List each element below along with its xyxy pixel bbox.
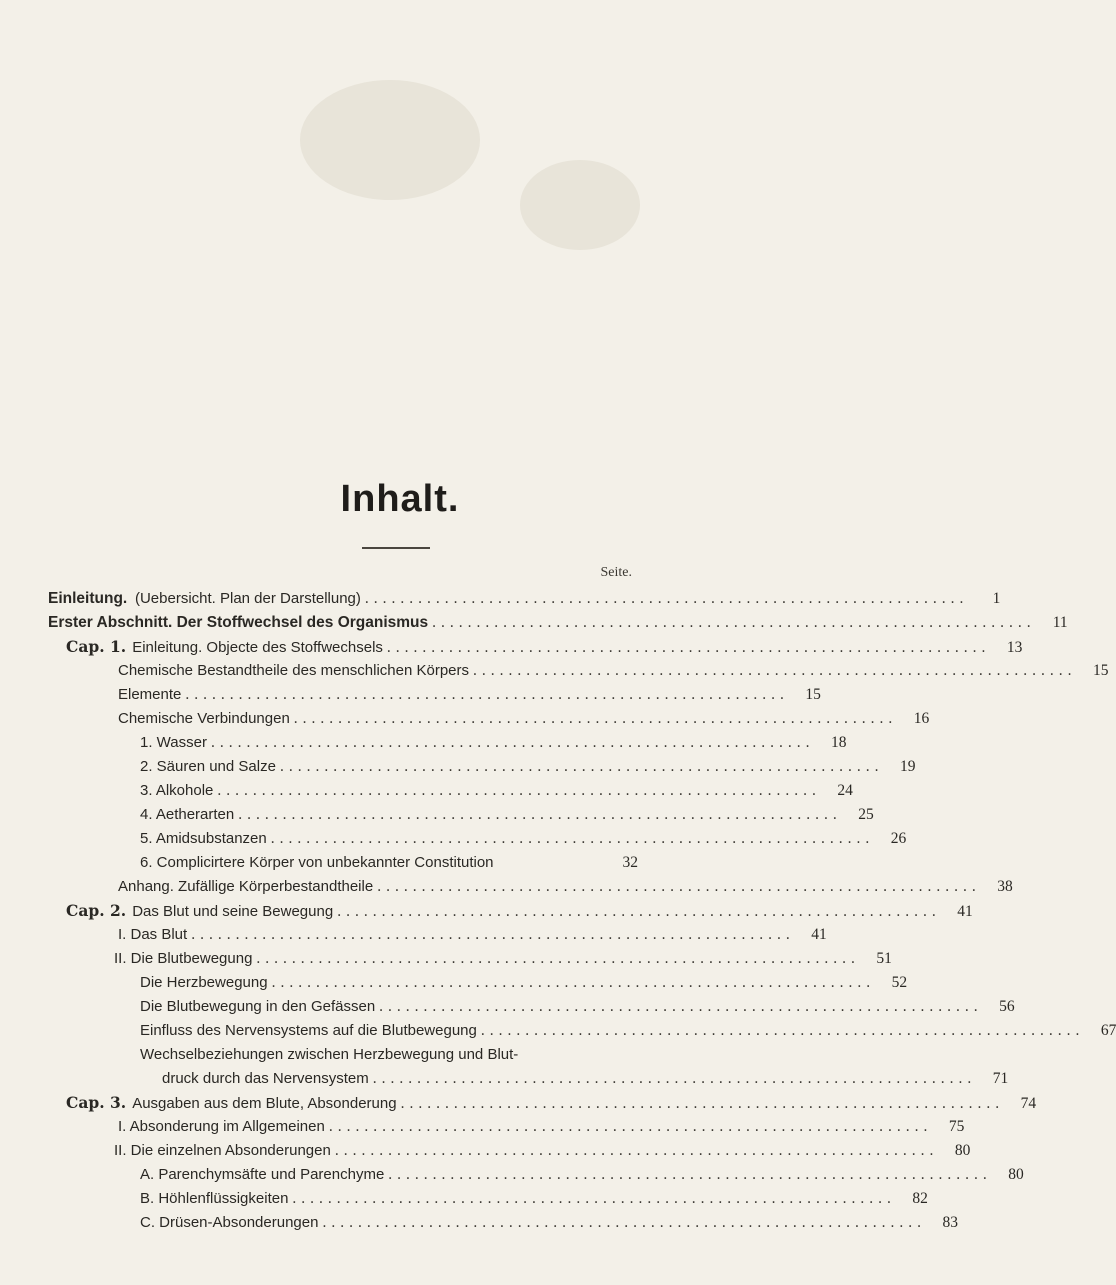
- leader-dots: ....................................................................: [217, 782, 821, 799]
- entry-text: Elemente: [118, 686, 182, 703]
- page-number: 80: [1008, 1166, 1024, 1183]
- page-number: 71: [992, 1070, 1009, 1087]
- page-number: 56: [999, 998, 1015, 1015]
- toc-entry: [140, 803, 874, 827]
- page-number: 83: [942, 1214, 958, 1231]
- leader-dots: ....................................................................: [379, 998, 983, 1015]
- toc-entry-einleitung: [48, 587, 1001, 611]
- toc-entry: [140, 995, 1015, 1019]
- page-number: 82: [912, 1190, 928, 1207]
- entry-text: Einfluss des Nervensystems auf die Blutbewegung: [140, 1022, 477, 1039]
- page-number: 67: [1100, 1022, 1116, 1039]
- entry-text: Chemische Verbindungen: [118, 710, 290, 727]
- entry-text: 2. Säuren und Salze: [140, 758, 276, 775]
- toc-entry: [114, 947, 892, 971]
- toc-entry: [140, 1211, 958, 1235]
- paper-stain: [300, 80, 480, 200]
- toc-entry: [118, 1115, 965, 1139]
- page-number: 26: [890, 830, 907, 847]
- leader-dots: ....................................................................: [279, 758, 884, 775]
- entry-text: II. Die einzelnen Absonderungen: [114, 1142, 331, 1159]
- entry-text: A. Parenchymsäfte und Parenchyme: [140, 1166, 385, 1183]
- leader-dots: ....................................................................: [185, 686, 789, 703]
- toc-entry: [140, 1163, 1024, 1187]
- leader-dots: ....................................................................: [432, 614, 1036, 631]
- entry-text: druck durch das Nervensystem: [162, 1070, 369, 1087]
- toc-entry: [118, 683, 821, 707]
- page-number: 24: [837, 782, 853, 799]
- leader-dots: ....................................................................: [271, 974, 876, 991]
- page-number: 19: [899, 758, 916, 775]
- page-number: 15: [805, 686, 821, 703]
- toc-entry: [162, 1067, 1009, 1091]
- entry-text: 6. Complicirtere Körper von unbekannter Constitution: [140, 854, 494, 871]
- leader-dots: ....................................................................: [210, 734, 815, 751]
- page-column-header: Seite.: [600, 565, 632, 580]
- page-number: 74: [1020, 1095, 1037, 1112]
- page-number: 38: [997, 878, 1013, 895]
- toc-entry-cap-2: [66, 899, 973, 923]
- entry-text: Chemische Bestandtheile des menschlichen Körpers: [118, 662, 470, 679]
- page-number: 15: [1093, 662, 1109, 679]
- toc-entry-cap-3: [66, 1091, 1037, 1115]
- toc-entry-cap-1: [66, 635, 1023, 659]
- toc-entry: [140, 779, 853, 803]
- entry-text: I. Das Blut: [118, 926, 188, 943]
- leader-dots: ....................................................................: [334, 1142, 939, 1159]
- page-number: 16: [913, 710, 930, 727]
- entry-text: Die Blutbewegung in den Gefässen: [140, 998, 376, 1015]
- entry-text: B. Höhlenflüssigkeiten: [140, 1190, 289, 1207]
- leader-dots: ....................................................................: [480, 1022, 1085, 1039]
- entry-text: C. Drüsen-Absonderungen: [140, 1214, 319, 1231]
- entry-text: Ausgaben aus dem Blute, Absonderung: [132, 1095, 397, 1112]
- toc-entry: [140, 755, 916, 779]
- entry-text: I. Absonderung im Allgemeinen: [118, 1118, 325, 1135]
- leader-dots: ....................................................................: [337, 903, 941, 920]
- leader-dots: ....................................................................: [388, 1166, 992, 1183]
- page-number: 32: [622, 854, 638, 871]
- toc-entry: [118, 875, 1013, 899]
- leader-dots: ....................................................................: [377, 878, 981, 895]
- entry-text: Einleitung. Objecte des Stoffwechsels: [132, 639, 383, 656]
- toc-entry: [118, 707, 930, 731]
- entry-text: Wechselbeziehungen zwischen Herzbewegung und Blut-: [140, 1046, 519, 1063]
- entry-text: Das Blut und seine Bewegung: [132, 903, 334, 920]
- toc-entry: [140, 1019, 1116, 1043]
- toc-entry-erster-abschnitt: [48, 611, 1068, 635]
- entry-text: 4. Aetherarten: [140, 806, 235, 823]
- leader-dots: ....................................................................: [256, 950, 860, 967]
- page-number: 25: [858, 806, 874, 823]
- leader-dots: ....................................................................: [238, 806, 842, 823]
- paper-stain: [520, 160, 640, 250]
- toc-entry: [118, 659, 1109, 683]
- leader-dots: ....................................................................: [293, 710, 898, 727]
- toc-entry: [140, 1043, 638, 1067]
- entry-text: 1. Wasser: [140, 734, 207, 751]
- page-number: 41: [957, 903, 973, 920]
- entry-text: Anhang. Zufällige Körperbestandtheile: [118, 878, 374, 895]
- page-number: 13: [1006, 639, 1023, 656]
- page-number: 52: [891, 974, 908, 991]
- leader-dots: ....................................................................: [270, 830, 875, 847]
- page-number: 80: [954, 1142, 971, 1159]
- toc-entry: [140, 731, 847, 755]
- entry-text: II. Die Blutbewegung: [114, 950, 253, 967]
- entry-text: 3. Alkohole: [140, 782, 214, 799]
- page-number: 41: [811, 926, 827, 943]
- page-number: 11: [1052, 614, 1068, 631]
- entry-text: (Uebersicht. Plan der Darstellung): [134, 590, 361, 607]
- leader-dots: ....................................................................: [473, 662, 1077, 679]
- toc-entry: [140, 971, 908, 995]
- toc-entry: [114, 1139, 971, 1163]
- leader-dots: ....................................................................: [400, 1095, 1005, 1112]
- leader-dots: ....................................................................: [364, 590, 969, 607]
- page-number: 1: [992, 590, 1001, 607]
- leader-dots: ....................................................................: [328, 1118, 933, 1135]
- section-label: Einleitung.: [48, 590, 128, 607]
- leader-dots: ....................................................................: [372, 1070, 977, 1087]
- chapter-label: Cap. 2.: [66, 901, 127, 920]
- leader-dots: ....................................................................: [386, 639, 991, 656]
- toc-entry: [118, 923, 827, 947]
- entry-text: Die Herzbewegung: [140, 974, 268, 991]
- page-number: 51: [876, 950, 892, 967]
- entry-text: 5. Amidsubstanzen: [140, 830, 267, 847]
- leader-dots: ....................................................................: [191, 926, 795, 943]
- chapter-label: Cap. 3.: [66, 1093, 127, 1112]
- page-number: 75: [948, 1118, 965, 1135]
- page-number: 18: [830, 734, 847, 751]
- leader-dots: ....................................................................: [292, 1190, 896, 1207]
- toc-entry: [140, 827, 907, 851]
- page-title: Inhalt.: [340, 478, 460, 520]
- chapter-label: Cap. 1.: [66, 637, 127, 656]
- toc-entry: [140, 851, 638, 875]
- toc-entry: [140, 1187, 928, 1211]
- title-rule: [362, 547, 430, 549]
- leader-dots: ....................................................................: [322, 1214, 926, 1231]
- section-label: Erster Abschnitt. Der Stoffwechsel des Organismus: [48, 614, 429, 631]
